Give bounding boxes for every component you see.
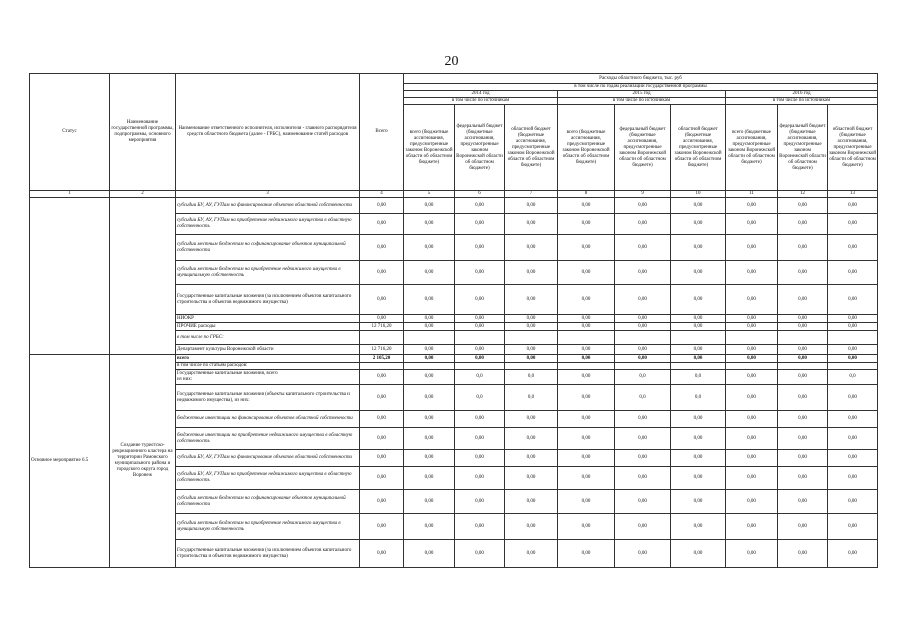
value-cell: 0,0 [505,385,558,411]
value-cell: 0,00 [558,315,615,323]
value-cell: 0,00 [558,370,615,385]
program-cell: Создание туристско-рекреационного кластера на территории Рамонского муниципального района и городского округа город Воронеж [110,355,176,568]
value-cell: 0,00 [615,323,671,331]
value-cell [455,331,505,345]
total-value: 0,00 [360,385,404,411]
row-label: субсидии БУ, АУ, ГУПам на приобретение недвижимого имущества в областную собственность [176,214,360,235]
value-cell: 0,00 [505,450,558,467]
value-cell: 0,00 [778,345,828,355]
value-cell: 0,00 [726,355,778,363]
value-cell: 0,00 [828,323,878,331]
value-cell: 0,00 [671,214,726,235]
total-value: 0,00 [360,428,404,450]
value-cell: 0,00 [828,285,878,315]
row-label: в том числе по статьям расходов: [176,363,360,370]
total-value: 0,00 [360,370,404,385]
value-cell: 0,00 [404,514,455,540]
value-cell: 0,00 [828,411,878,428]
column-number: 9 [615,191,671,198]
value-cell: 0,00 [726,540,778,568]
capital-total-label: Государственные капитальные вложения, всего [177,371,278,376]
value-cell: 0,00 [778,370,828,385]
value-cell: 0,00 [505,315,558,323]
value-cell: 0,00 [455,355,505,363]
total-value: 0,00 [360,411,404,428]
value-cell: 0,00 [615,540,671,568]
value-cell: 0,00 [558,467,615,490]
column-number: 10 [671,191,726,198]
header-row-1 [30,74,878,84]
header-source-total: всего (бюджетные ассигнования, предусмотренные законом Воронежской области об областном бюджете) [726,105,778,191]
value-cell: 0,00 [828,490,878,514]
value-cell: 0,00 [404,411,455,428]
value-cell: 0,00 [404,315,455,323]
value-cell: 0,00 [726,323,778,331]
total-value: 0,00 [360,261,404,285]
value-cell: 0,00 [726,198,778,214]
value-cell: 0,00 [615,467,671,490]
value-cell: 0,00 [778,198,828,214]
value-cell: 0,00 [828,214,878,235]
value-cell: 0,00 [778,214,828,235]
header-source-regional: областной бюджет (бюджетные ассигнования, предусмотренные законом Воронежской области об областном бюджете) [828,105,878,191]
table-row [30,198,878,214]
column-number: 6 [455,191,505,198]
value-cell: 0,00 [505,490,558,514]
value-cell: 0,00 [615,214,671,235]
status-cell [30,198,110,355]
header-executor: Наименование ответственного исполнителя, исполнителя - главного распорядителя средств областного бюджета (далее - ГРБС), наименование статей расходов [176,74,360,191]
value-cell: 0,00 [726,514,778,540]
value-cell [778,363,828,370]
row-label: бюджетные инвестиции на приобретение недвижимого имущества в областную собственность [176,428,360,450]
header-year-2015: 2015 год [558,91,726,98]
value-cell: 0,00 [455,214,505,235]
value-cell: 0,00 [828,514,878,540]
value-cell: 0,00 [505,411,558,428]
value-cell: 0,00 [505,355,558,363]
value-cell: 0,00 [404,323,455,331]
value-cell: 0,00 [505,345,558,355]
value-cell: 0,00 [455,540,505,568]
header-program: Наименование государственной программы, подпрограммы, основного мероприятия [110,74,176,191]
value-cell: 0,00 [671,540,726,568]
total-value: 0,00 [360,235,404,261]
row-label: субсидии местным бюджетам на софинансирование объектов муниципальной собственности [176,490,360,514]
value-cell: 0,00 [671,345,726,355]
value-cell: 0,00 [615,411,671,428]
value-cell: 0,00 [505,214,558,235]
value-cell: 0,00 [828,450,878,467]
column-number: 1 [30,191,110,198]
value-cell: 0,00 [671,285,726,315]
value-cell [505,331,558,345]
status-cell: Основное мероприятие 6.5 [30,355,110,568]
value-cell: 0,00 [726,235,778,261]
value-cell [778,331,828,345]
row-label: бюджетные инвестиции на финансирование объектов областной собственности [176,411,360,428]
value-cell: 0,00 [726,411,778,428]
row-label: НИОКР [176,315,360,323]
value-cell: 0,00 [615,198,671,214]
value-cell: 0,00 [615,490,671,514]
value-cell: 0,0 [455,385,505,411]
page-number: 20 [444,54,459,69]
value-cell: 0,00 [828,261,878,285]
value-cell: 0,00 [455,235,505,261]
value-cell: 0,00 [828,315,878,323]
value-cell: 0,00 [404,450,455,467]
value-cell: 0,00 [778,467,828,490]
value-cell: 0,00 [455,490,505,514]
value-cell: 0,00 [778,261,828,285]
value-cell: 0,00 [726,214,778,235]
value-cell [671,363,726,370]
value-cell: 0,00 [726,450,778,467]
column-number: 2 [110,191,176,198]
value-cell: 0,00 [558,450,615,467]
total-value: 12 716,20 [360,345,404,355]
total-value: 2 105,20 [360,355,404,363]
value-cell: 0,0 [671,385,726,411]
value-cell: 0,00 [615,285,671,315]
header-sources-2014: в том числе по источникам [404,98,558,105]
total-value: 0,00 [360,514,404,540]
value-cell [360,363,404,370]
column-number: 4 [360,191,404,198]
value-cell: 0,00 [558,198,615,214]
total-value: 0,00 [360,285,404,315]
value-cell: 0,00 [455,323,505,331]
row-label: субсидии местным бюджетам на приобретение недвижимого имущества в муниципальную собственность [176,261,360,285]
row-label: Государственные капитальные вложения (за исключением объектов капитального строительства и объектов недвижимого имущества) [176,540,360,568]
value-cell: 0,00 [558,540,615,568]
value-cell: 0,00 [726,345,778,355]
value-cell: 0,00 [505,235,558,261]
value-cell: 0,00 [828,355,878,363]
total-value: 0,00 [360,450,404,467]
column-number-row [30,191,878,198]
value-cell: 0,00 [778,323,828,331]
header-sources-2016: в том числе по источникам [726,98,878,105]
value-cell [671,331,726,345]
value-cell: 0,00 [615,428,671,450]
value-cell: 0,00 [778,514,828,540]
program-cell [110,198,176,355]
value-cell: 0,00 [671,355,726,363]
value-cell: 0,00 [671,411,726,428]
row-label: субсидии местным бюджетам на приобретение недвижимого имущества в муниципальную собственность [176,514,360,540]
value-cell: 0,00 [671,490,726,514]
total-value: 0,00 [360,540,404,568]
total-value: 0,00 [360,315,404,323]
value-cell: 0,00 [671,198,726,214]
value-cell: 0,00 [726,315,778,323]
value-cell: 0,00 [404,385,455,411]
value-cell: 0,00 [404,345,455,355]
value-cell: 0,00 [505,540,558,568]
value-cell: 0,00 [558,514,615,540]
value-cell: 0,00 [455,261,505,285]
value-cell: 0,00 [505,198,558,214]
value-cell: 0,00 [558,428,615,450]
value-cell: 0,00 [505,514,558,540]
total-value: 12 716,20 [360,323,404,331]
total-value: 0,00 [360,467,404,490]
header-expenses: Расходы областного бюджета, тыс. руб [404,74,878,84]
header-source-federal: федеральный бюджет (бюджетные ассигнования, предусмотренные законом Воронежской области об областном бюджете) [778,105,828,191]
value-cell: 0,00 [778,315,828,323]
value-cell: 0,00 [505,261,558,285]
value-cell: 0,00 [726,385,778,411]
value-cell: 0,00 [404,490,455,514]
value-cell: 0,00 [558,285,615,315]
value-cell [404,363,455,370]
value-cell: 0,00 [404,428,455,450]
including-label: из них: [177,377,193,382]
value-cell: 0,00 [558,261,615,285]
column-number: 11 [726,191,778,198]
value-cell: 0,00 [505,428,558,450]
value-cell: 0,0 [455,370,505,385]
row-label: Государственные капитальные вложения (за исключением объектов капитального строительства и объектов недвижимого имущества) [176,285,360,315]
value-cell: 0,00 [778,355,828,363]
value-cell: 0,00 [558,490,615,514]
value-cell: 0,0 [828,370,878,385]
value-cell: 0,00 [558,385,615,411]
value-cell [726,331,778,345]
value-cell: 0,00 [778,385,828,411]
value-cell: 0,00 [558,345,615,355]
value-cell: 0,00 [615,345,671,355]
value-cell [558,331,615,345]
value-cell: 0,00 [726,490,778,514]
value-cell [726,363,778,370]
value-cell: 0,00 [828,540,878,568]
value-cell: 0,00 [404,355,455,363]
budget-table [29,73,878,568]
value-cell: 0,00 [615,315,671,323]
value-cell: 0,00 [615,261,671,285]
value-cell: 0,00 [828,198,878,214]
value-cell: 0,00 [828,428,878,450]
value-cell: 0,00 [558,235,615,261]
value-cell: 0,00 [828,385,878,411]
value-cell [404,331,455,345]
value-cell: 0,0 [671,370,726,385]
header-year-2014: 2014 год [404,91,558,98]
value-cell [828,363,878,370]
value-cell: 0,00 [778,540,828,568]
value-cell: 0,00 [455,411,505,428]
value-cell: 0,00 [828,235,878,261]
header-source-total: всего (бюджетные ассигнования, предусмотренные законом Воронежской области об областном бюджете) [558,105,615,191]
value-cell: 0,00 [455,514,505,540]
value-cell: 0,00 [404,467,455,490]
header-source-total: всего (бюджетные ассигнования, предусмотренные законом Воронежской области об областном бюджете) [404,105,455,191]
value-cell: 0,00 [615,235,671,261]
value-cell [615,331,671,345]
value-cell: 0,00 [615,355,671,363]
column-number: 13 [828,191,878,198]
value-cell: 0,00 [671,323,726,331]
value-cell [455,363,505,370]
value-cell: 0,00 [671,315,726,323]
value-cell: 0,00 [455,198,505,214]
value-cell: 0,00 [505,285,558,315]
row-label: Департамент культуры Воронежской области [176,345,360,355]
value-cell: 0,00 [558,214,615,235]
value-cell: 0,00 [726,428,778,450]
value-cell: 0,00 [455,315,505,323]
value-cell: 0,00 [615,514,671,540]
value-cell: 0,00 [455,345,505,355]
header-source-federal: федеральный бюджет (бюджетные ассигнования, предусмотренные законом Воронежской области об областном бюджете) [615,105,671,191]
row-label: Государственные капитальные вложения (объекты капитального строительства и недвижимого имущества), из них: [176,385,360,411]
value-cell: 0,0 [615,370,671,385]
value-cell: 0,00 [671,450,726,467]
value-cell: 0,00 [455,450,505,467]
value-cell: 0,00 [671,514,726,540]
row-label: субсидии местным бюджетам на софинансирование объектов муниципальной собственности [176,235,360,261]
value-cell: 0,00 [505,323,558,331]
header-total: Всего [360,74,404,191]
header-source-regional: областной бюджет (бюджетные ассигнования, предусмотренные законом Воронежской области об областном бюджете) [505,105,558,191]
header-incl-program: в том числе по годам реализации государственной программы [404,84,878,91]
row-label: ПРОЧИЕ расходы [176,323,360,331]
total-value [360,331,404,345]
value-cell [828,331,878,345]
value-cell: 0,00 [671,235,726,261]
total-value: 0,00 [360,198,404,214]
value-cell: 0,00 [615,450,671,467]
value-cell: 0,00 [404,235,455,261]
value-cell [615,363,671,370]
column-number: 7 [505,191,558,198]
value-cell: 0,00 [778,235,828,261]
value-cell: 0,00 [558,355,615,363]
value-cell: 0,00 [778,428,828,450]
value-cell [505,363,558,370]
value-cell: 0,0 [505,370,558,385]
row-label: субсидии БУ, АУ, ГУПам на приобретение недвижимого имущества в областную собственность [176,467,360,490]
value-cell: 0,00 [726,261,778,285]
value-cell: 0,00 [505,467,558,490]
row-label: всего [176,355,360,363]
value-cell: 0,00 [671,261,726,285]
value-cell: 0,00 [404,198,455,214]
value-cell: 0,00 [455,285,505,315]
total-value: 0,00 [360,490,404,514]
value-cell: 0,00 [778,450,828,467]
row-label [176,370,360,385]
value-cell: 0,00 [828,467,878,490]
column-number: 5 [404,191,455,198]
value-cell: 0,00 [404,540,455,568]
value-cell: 0,00 [778,490,828,514]
column-number: 3 [176,191,360,198]
value-cell: 0,00 [455,428,505,450]
value-cell [558,363,615,370]
value-cell: 0,00 [558,323,615,331]
value-cell: 0,00 [404,214,455,235]
header-source-regional: областной бюджет (бюджетные ассигнования, предусмотренные законом Воронежской области об областном бюджете) [671,105,726,191]
value-cell: 0,00 [726,467,778,490]
value-cell: 0,00 [778,411,828,428]
header-sources-2015: в том числе по источникам [558,98,726,105]
value-cell: 0,00 [778,285,828,315]
value-cell: 0,00 [671,467,726,490]
row-label: субсидии БУ, АУ, ГУПам на финансирование объектов областной собственности [176,198,360,214]
value-cell: 0,00 [404,370,455,385]
value-cell: 0,00 [404,285,455,315]
column-number: 8 [558,191,615,198]
column-number: 12 [778,191,828,198]
table-row-total [30,355,878,363]
row-label: в том числе по ГРБС: [176,331,360,345]
value-cell: 0,00 [726,370,778,385]
value-cell: 0,00 [671,428,726,450]
value-cell: 0,00 [404,261,455,285]
header-source-federal: федеральный бюджет (бюджетные ассигнования, предусмотренные законом Воронежской области об областном бюджете) [455,105,505,191]
row-label: субсидии БУ, АУ, ГУПам на финансирование объектов областной собственности [176,450,360,467]
value-cell: 0,0 [615,385,671,411]
value-cell: 0,00 [455,467,505,490]
total-value: 0,00 [360,214,404,235]
value-cell: 0,00 [726,285,778,315]
value-cell: 0,00 [828,345,878,355]
header-year-2016: 2016 год [726,91,878,98]
value-cell: 0,00 [558,411,615,428]
header-status: Статус [30,74,110,191]
